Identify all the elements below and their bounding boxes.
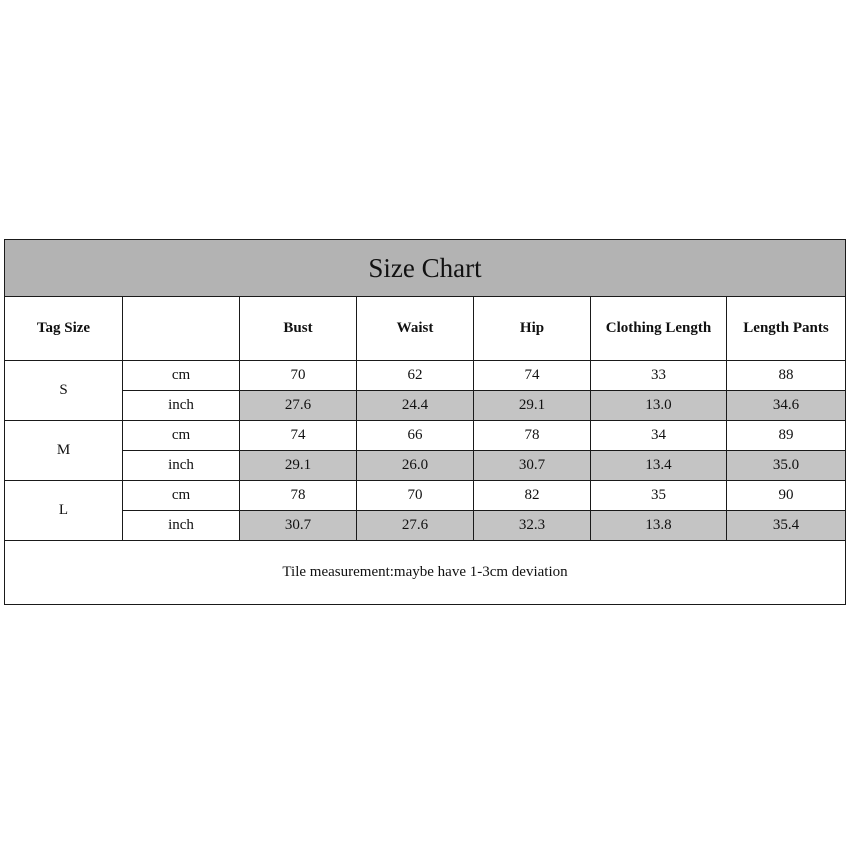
waist-value: 26.0 xyxy=(357,451,474,481)
table-row-m-inch xyxy=(5,451,846,481)
length-pants-value: 35.0 xyxy=(727,451,846,481)
measurement-note: Tile measurement:maybe have 1-3cm deviation xyxy=(5,541,846,605)
chart-title: Size Chart xyxy=(5,240,846,297)
clothing-length-value: 34 xyxy=(591,421,727,451)
hip-value: 29.1 xyxy=(474,391,591,421)
clothing-length-value: 13.8 xyxy=(591,511,727,541)
length-pants-value: 90 xyxy=(727,481,846,511)
waist-value: 70 xyxy=(357,481,474,511)
size-label-s: S xyxy=(5,361,123,421)
bust-value: 70 xyxy=(240,361,357,391)
unit-cell: cm xyxy=(123,421,240,451)
waist-value: 62 xyxy=(357,361,474,391)
bust-value: 78 xyxy=(240,481,357,511)
length-pants-value: 89 xyxy=(727,421,846,451)
unit-cell: cm xyxy=(123,481,240,511)
size-label-l: L xyxy=(5,481,123,541)
unit-cell: inch xyxy=(123,391,240,421)
waist-value: 24.4 xyxy=(357,391,474,421)
unit-cell: inch xyxy=(123,511,240,541)
clothing-length-value: 13.0 xyxy=(591,391,727,421)
table-row-l-inch xyxy=(5,511,846,541)
header-hip: Hip xyxy=(474,297,591,361)
length-pants-value: 35.4 xyxy=(727,511,846,541)
unit-cell: inch xyxy=(123,451,240,481)
header-tag-size: Tag Size xyxy=(5,297,123,361)
waist-value: 66 xyxy=(357,421,474,451)
bust-value: 30.7 xyxy=(240,511,357,541)
size-label-m: M xyxy=(5,421,123,481)
header-length-pants: Length Pants xyxy=(727,297,846,361)
length-pants-value: 88 xyxy=(727,361,846,391)
hip-value: 74 xyxy=(474,361,591,391)
clothing-length-value: 33 xyxy=(591,361,727,391)
header-waist: Waist xyxy=(357,297,474,361)
bust-value: 74 xyxy=(240,421,357,451)
unit-cell: cm xyxy=(123,361,240,391)
bust-value: 27.6 xyxy=(240,391,357,421)
note-row xyxy=(5,541,846,605)
hip-value: 78 xyxy=(474,421,591,451)
table-row-l-cm xyxy=(5,481,846,511)
hip-value: 30.7 xyxy=(474,451,591,481)
header-unit xyxy=(123,297,240,361)
header-row xyxy=(5,297,846,361)
size-chart-table xyxy=(4,239,846,605)
hip-value: 32.3 xyxy=(474,511,591,541)
clothing-length-value: 13.4 xyxy=(591,451,727,481)
clothing-length-value: 35 xyxy=(591,481,727,511)
header-bust: Bust xyxy=(240,297,357,361)
table-row-m-cm xyxy=(5,421,846,451)
table-row-s-cm xyxy=(5,361,846,391)
hip-value: 82 xyxy=(474,481,591,511)
title-row xyxy=(5,240,846,297)
table-row-s-inch xyxy=(5,391,846,421)
waist-value: 27.6 xyxy=(357,511,474,541)
length-pants-value: 34.6 xyxy=(727,391,846,421)
header-clothing-length: Clothing Length xyxy=(591,297,727,361)
bust-value: 29.1 xyxy=(240,451,357,481)
